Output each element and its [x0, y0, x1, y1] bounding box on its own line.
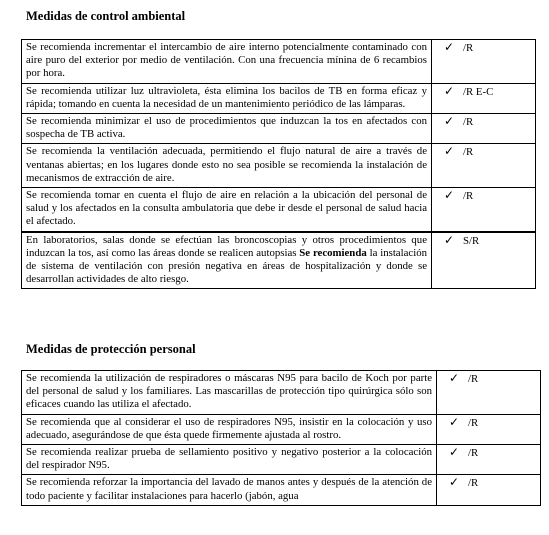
evidence-grade — [432, 114, 536, 144]
table-row — [22, 83, 536, 113]
recommendation-text: Se recomienda la utilización de respiradores o máscaras N95 para bacilo de Koch por parte del personal de salud y los familiares. Las mascarillas de protección tipo quirúrgica sólo son eficaces cuando las utiliza el afectado. — [22, 371, 437, 415]
recommendation-text — [22, 232, 432, 289]
table-row — [22, 188, 536, 232]
environmental-measures-table — [21, 39, 536, 289]
recommendation-text: Se recomienda utilizar luz ultravioleta, ésta elimina los bacilos de TB en forma eficaz y rápida; tomando en cuenta la necesidad de un mantenimiento periódico de las lámparas. — [22, 83, 432, 113]
text-post: la instalación de sistema de ventilación con presión negativa en áreas de hospitalización y donde se desarrollan actividades de alto riesgo. — [26, 246, 427, 286]
grade-code: /R — [463, 146, 474, 159]
table-row — [22, 445, 541, 475]
evidence-grade — [432, 232, 536, 289]
table-row — [22, 114, 536, 144]
evidence-grade — [437, 371, 541, 415]
evidence-grade — [437, 414, 541, 444]
recommendation-text: Se recomienda minimizar el uso de procedimientos que induzcan la tos en afectados con sospecha de TB activa. — [22, 114, 432, 144]
recommendation-text: Se recomienda incrementar el intercambio de aire interno potencialmente contaminado con aire puro del exterior por medio de ventilación. Con una frecuencia mínina de 6 recambios por hora. — [22, 40, 432, 84]
table-row — [22, 414, 541, 444]
section-title-personal-protection: Medidas de protección personal — [26, 342, 196, 356]
check-icon: ✓ — [443, 232, 454, 247]
check-icon: ✓ — [443, 188, 454, 203]
check-icon: ✓ — [443, 40, 454, 54]
evidence-grade — [432, 40, 536, 84]
text-bold: Se recomienda — [299, 246, 367, 259]
recommendation-text: Se recomienda reforzar la importancia del lavado de manos antes y después de la atención de todo paciente y facilitar instalaciones para hacerlo (jabón, agua — [22, 475, 437, 505]
grade-code: /R — [463, 190, 474, 203]
grade-code: S/R — [463, 234, 480, 247]
check-icon: ✓ — [443, 83, 454, 98]
recommendation-text: Se recomienda que al considerar el uso de respiradores N95, insistir en la colocación y uso adecuado, asegurándose de que ésta quede firmemente ajustada al rostro. — [22, 414, 437, 444]
evidence-grade — [432, 83, 536, 113]
grade-code: /R — [468, 477, 479, 490]
check-icon: ✓ — [443, 144, 454, 159]
table-row — [22, 232, 536, 289]
grade-code: /R — [468, 416, 479, 429]
evidence-grade — [432, 144, 536, 188]
recommendation-text: Se recomienda tomar en cuenta el flujo de aire en relación a la ubicación del personal de salud y los afectados en la consulta ambulatoria que debe ir desde el personal de salud hacia el afectado. — [22, 188, 432, 232]
grade-code: /R — [463, 116, 474, 129]
check-icon: ✓ — [448, 414, 459, 429]
table-row — [22, 371, 541, 415]
check-icon: ✓ — [448, 371, 459, 385]
check-icon: ✓ — [448, 475, 459, 490]
evidence-grade — [432, 188, 536, 232]
check-icon: ✓ — [443, 114, 454, 129]
grade-code: /R — [468, 373, 479, 385]
personal-protection-table — [21, 370, 541, 506]
check-icon: ✓ — [448, 445, 459, 460]
grade-code: /R — [463, 42, 474, 54]
grade-code: /R E-C — [463, 85, 494, 98]
evidence-grade — [437, 475, 541, 505]
table-row — [22, 40, 536, 84]
table-row — [22, 475, 541, 505]
recommendation-text: Se recomienda realizar prueba de sellamiento positivo y negativo posterior a la colocación del respirador N95. — [22, 445, 437, 475]
grade-code: /R — [468, 447, 479, 460]
table-row — [22, 144, 536, 188]
evidence-grade — [437, 445, 541, 475]
section-title-environmental: Medidas de control ambiental — [26, 9, 186, 23]
text-pre: En laboratorios, salas donde se efectúan las broncoscopias y otros procedimientos que induzcan la tos, así como las áreas donde se realicen autopsias — [26, 233, 427, 259]
recommendation-text: Se recomienda la ventilación adecuada, permitiendo el flujo natural de aire a través de ventanas abiertas; en los lugares donde esto no sea posible se recomienda la instalación de mecanismos de extracción de aire. — [22, 144, 432, 188]
